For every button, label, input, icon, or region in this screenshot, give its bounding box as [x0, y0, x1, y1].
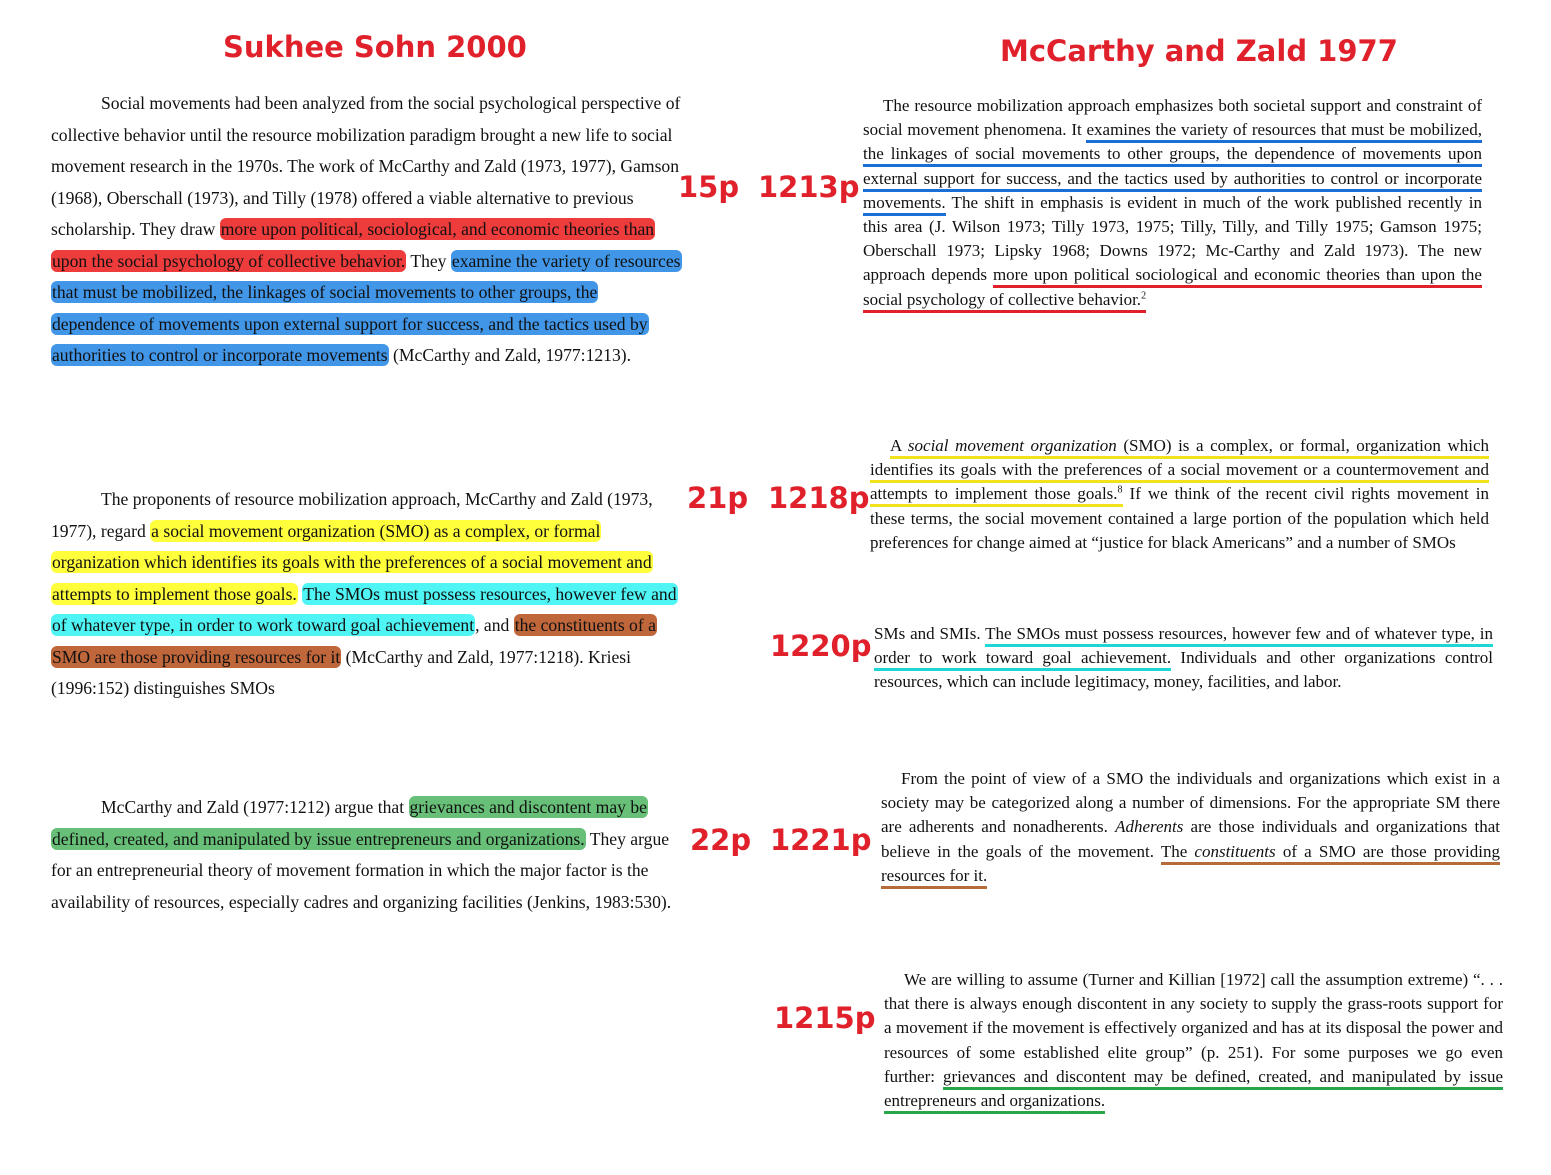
page-ref-22p: 22p: [690, 823, 752, 857]
right-p2-footnote: 8: [1117, 484, 1123, 496]
left-p1-red-highlight: more upon political, sociological, and economic theories than upon the social psychology of collective behavior.: [52, 219, 655, 271]
right-p1-text-a: The resource mobilization approach emphasizes both societal support and constraint of social movement phenomena. It: [863, 96, 1482, 140]
left-p1-text-a: Social movements had been analyzed from the social psychological perspective of collective behavior until the resource mobilization paradigm brought a new life to social movement research in the 1970s. The work of McCarthy and Zald (1973, 1977), Gamson (1968), Oberschall (1973), and Tilly (1978) offered a viable alternative to previous scholarship. They draw: [51, 93, 681, 239]
right-p2-text-b: If we think of the recent civil rights movement in these terms, the social movement contained a large portion of the population which held preferences for change aimed at “justice for black Americans” and a number of SMOs: [870, 484, 1489, 552]
right-paragraph-1218: [870, 434, 1489, 555]
left-p3-text-a: McCarthy and Zald (1977:1212) argue that: [101, 797, 409, 817]
right-p1-text-b: The shift in emphasis is evident in much of the work published recently in this area (J. Wilson 1973; Tilly 1973, 1975; Tilly, Tilly, and Tilly 1975; Gamson 1975; Oberschall 1973; Lipsky 1968; Downs 1972; Mc-Carthy and Zald 1973). The new approach depends: [863, 192, 1482, 285]
right-p3-text-b: Individuals and other organizations control resources, which can include legitimacy, money, facilities, and labor.: [874, 648, 1493, 692]
right-p4-italic-adherents: Adherents: [1115, 817, 1184, 837]
right-paragraph-1220: [874, 622, 1493, 695]
left-p3-text-b: They argue for an entrepreneurial theory of movement formation in which the major factor is the availability of resources, especially cadres and organizing facilities (Jenkins, 1983:530).: [51, 828, 672, 912]
right-p4-b-text-b: of a SMO are those providing resources for it.: [881, 841, 1500, 885]
right-paragraph-1213: [863, 94, 1482, 312]
page-ref-1213p: 1213p: [758, 170, 860, 204]
page-ref-15p: 15p: [678, 170, 740, 204]
right-p4-text-a: From the point of view of a SMO the individuals and organizations which exist in a society may be categorized along a number of dimensions. For the appropriate SM there are adherents and nonadherents.: [881, 769, 1500, 837]
left-paragraph-3: [51, 792, 681, 918]
right-p1-blue-underline: examines the variety of resources that must be mobilized, the linkages of social movements to other groups, the dependence of movements upon external support for success, and the tactics used by authorities to control or incorporate movements.: [863, 120, 1482, 216]
left-p2-text-d: (McCarthy and Zald, 1977:1218). Kriesi (1996:152) distinguishes SMOs: [51, 646, 632, 698]
right-title: McCarthy and Zald 1977: [1000, 34, 1398, 68]
right-p1-footnote: 2: [1141, 289, 1147, 301]
right-p1-red-text: more upon political sociological and economic theories than upon the social psychology of collective behavior.: [863, 265, 1482, 309]
right-p2-y-text-b: (SMO) is a complex, or formal, organization which identifies its goals with the preferences of a social movement or a countermovement and attempts to implement those goals.: [870, 436, 1490, 504]
left-p2-yellow-highlight: a social movement organization (SMO) as a complex, or formal organization which identifies its goals with the preferences of a social movement and attempts to implement those goals.: [52, 520, 652, 604]
left-title: Sukhee Sohn 2000: [223, 30, 527, 64]
left-p1-blue-highlight: examine the variety of resources that must be mobilized, the linkages of social movements to other groups, the dependence of movements upon external support for success, and the tactics used by authorities to control or incorporate movements: [52, 250, 681, 365]
right-p5-text-a: We are willing to assume (Turner and Killian [1972] call the assumption extreme) “. . . that there is always enough discontent in any society to supply the grass-roots support for a movement if the movement is effectively organized and has at its disposal the power and resources of some established elite group” (p. 251). For some purposes we go even further:: [884, 970, 1503, 1086]
left-p2-text-a: The proponents of resource mobilization approach, McCarthy and Zald (1973, 1977), regard: [51, 489, 653, 541]
left-p2-brown-highlight: the constituents of a SMO are those providing resources for it: [52, 615, 656, 667]
right-p2-y-text-a: A: [890, 436, 908, 455]
page-ref-1218p: 1218p: [768, 481, 870, 515]
right-p3-text-a: SMs and SMIs.: [874, 624, 986, 643]
right-p4-b-italic: constituents: [1194, 841, 1276, 861]
right-p3-cyan-underline: The SMOs must possess resources, however few and of whatever type, in order to work toward goal achievement.: [874, 624, 1493, 671]
left-p2-text-c: , and: [475, 615, 514, 635]
page-ref-1221p: 1221p: [770, 823, 872, 857]
right-p5-green-underline: grievances and discontent may be defined, created, and manipulated by issue entrepreneurs and organizations.: [884, 1067, 1503, 1114]
left-p2-cyan-highlight: The SMOs must possess resources, however few and of whatever type, in order to work toward goal achievement: [52, 583, 677, 635]
page-ref-21p: 21p: [687, 481, 749, 515]
page-ref-1215p: 1215p: [774, 1001, 876, 1035]
right-p4-text-b: are those individuals and organizations that believe in the goals of the movement.: [881, 817, 1500, 861]
left-paragraph-2: [51, 484, 681, 705]
right-paragraph-1215: [884, 968, 1503, 1113]
left-p1-text-b: They: [406, 250, 451, 271]
page-ref-1220p: 1220p: [770, 629, 872, 663]
left-p3-green-highlight: grievances and discontent may be defined, created, and manipulated by issue entrepreneurs and organizations.: [52, 797, 647, 849]
left-p1-text-c: (McCarthy and Zald, 1977:1213).: [388, 345, 632, 365]
left-paragraph-1: [51, 88, 681, 372]
right-p4-b-text-a: The: [1160, 841, 1195, 861]
right-p2-y-italic: social movement organization: [907, 436, 1117, 455]
right-paragraph-1221: [881, 767, 1500, 888]
